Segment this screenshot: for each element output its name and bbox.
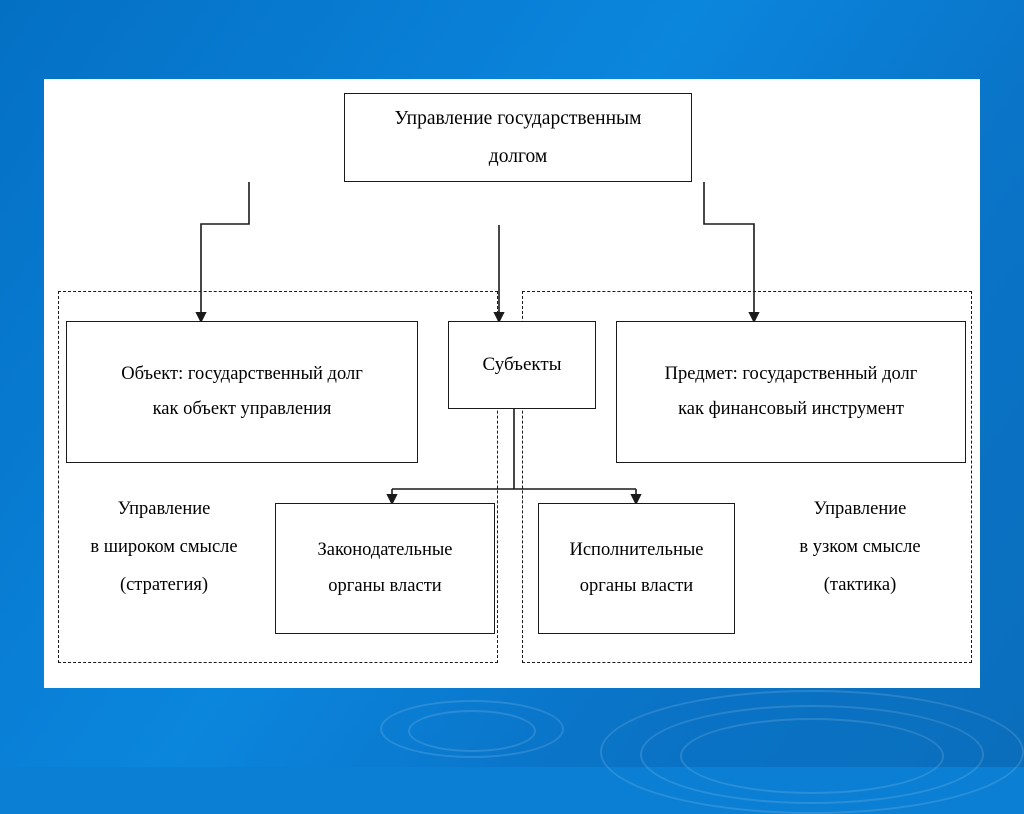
caption-narrow-line-1: Управление bbox=[813, 499, 907, 519]
caption-broad-line-1: Управление bbox=[117, 499, 211, 519]
node-object-line-1: Объект: государственный долг bbox=[121, 363, 363, 384]
caption-broad-sense bbox=[64, 491, 264, 605]
caption-narrow-line-3: (тактика) bbox=[823, 574, 897, 595]
node-subject-matter bbox=[616, 321, 966, 463]
node-title-box bbox=[344, 93, 692, 182]
node-executive-line-2: органы власти bbox=[579, 575, 694, 596]
node-title-line-2: долгом bbox=[488, 145, 548, 167]
diagram-canvas bbox=[44, 79, 980, 688]
node-subjects bbox=[448, 321, 596, 409]
caption-broad-line-2: в широком смысле bbox=[90, 536, 238, 557]
node-subjects-label: Субъекты bbox=[482, 353, 562, 375]
node-executive-bodies bbox=[538, 503, 735, 634]
decorative-ring bbox=[408, 710, 536, 752]
node-subject-matter-line-1: Предмет: государственный долг bbox=[664, 363, 918, 384]
decorative-ring bbox=[380, 700, 564, 758]
decorative-ring bbox=[600, 690, 1024, 814]
node-subject-matter-line-2: как финансовый инструмент bbox=[678, 399, 904, 419]
node-legislative-line-1: Законодательные bbox=[317, 540, 453, 561]
node-title-line-1: Управление государственным bbox=[394, 108, 642, 130]
node-legislative-line-2: органы власти bbox=[328, 575, 442, 596]
caption-narrow-line-2: в узком смысле bbox=[799, 536, 921, 557]
caption-broad-line-3: (стратегия) bbox=[119, 574, 209, 595]
caption-narrow-sense bbox=[760, 491, 960, 605]
node-executive-line-1: Исполнительные bbox=[569, 540, 704, 561]
decorative-ring bbox=[640, 705, 984, 804]
node-object-line-2: как объект управления bbox=[152, 399, 332, 419]
node-legislative-bodies bbox=[275, 503, 495, 634]
node-object bbox=[66, 321, 418, 463]
decorative-ring bbox=[680, 718, 944, 794]
